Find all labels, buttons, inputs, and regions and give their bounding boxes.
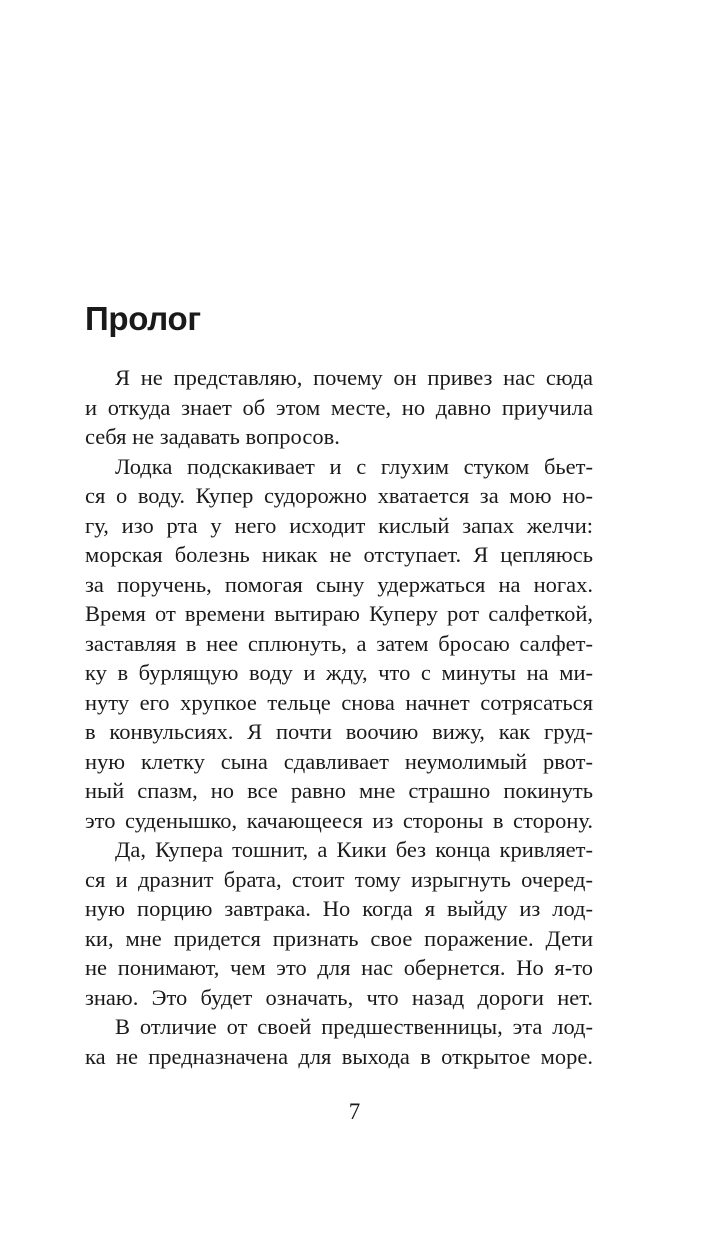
text-line: Лодка подскакивает и с глухим стуком бьет- — [115, 453, 593, 479]
text-line: ся и дразнит брата, стоит тому изрыгнуть очеред- — [85, 866, 593, 892]
text-line: ся о воду. Купер судорожно хватается за мою но- — [85, 483, 593, 508]
text-line: не понимают, чем это для нас обернется. Но я-то — [85, 955, 593, 980]
chapter-title: Пролог — [85, 300, 201, 337]
body-text — [85, 363, 593, 1071]
text-line: заставляя в нее сплюнуть, а затем бросаю салфет- — [85, 630, 593, 656]
text-line: Я не представляю, почему он привез нас сюда — [115, 365, 593, 390]
text-line: ную клетку сына сдавливает неумолимый рвот- — [85, 748, 593, 774]
text-line: гу, изо рта у него исходит кислый запах желчи: — [85, 512, 593, 538]
text-line: В отличие от своей предшественницы, эта лод- — [115, 1014, 593, 1039]
text-line: Да, Купера тошнит, а Кики без конца кривляет- — [115, 837, 593, 862]
text-line: знаю. Это будет означать, что назад дороги нет. — [85, 984, 593, 1010]
text-line: нуту его хрупкое тельце снова начнет сотрясаться — [85, 689, 593, 715]
text-line: ный спазм, но все равно мне страшно покинуть — [85, 778, 593, 803]
text-line: за поручень, помогая сыну удержаться на ногах. — [85, 571, 593, 597]
text-line: ку в бурлящую воду и жду, что с минуты на ми- — [85, 660, 593, 685]
text-line: это суденышко, качающееся из стороны в сторону. — [85, 807, 593, 833]
text-line: ки, мне придется признать свое поражение. Дети — [85, 925, 593, 951]
page-number: 7 — [348, 1099, 361, 1124]
text-line: Время от времени вытираю Куперу рот салфеткой, — [85, 601, 593, 626]
text-line: в конвульсиях. Я почти воочию вижу, как груд- — [85, 719, 593, 744]
text-line: морская болезнь никак не отступает. Я цепляюсь — [85, 542, 593, 567]
text-line: и откуда знает об этом месте, но давно приучила — [85, 394, 593, 420]
text-line: себя не задавать вопросов. — [85, 424, 340, 449]
text-line: ную порцию завтрака. Но когда я выйду из лод- — [85, 896, 593, 921]
text-line: ка не предназначена для выхода в открытое море. — [85, 1043, 593, 1069]
